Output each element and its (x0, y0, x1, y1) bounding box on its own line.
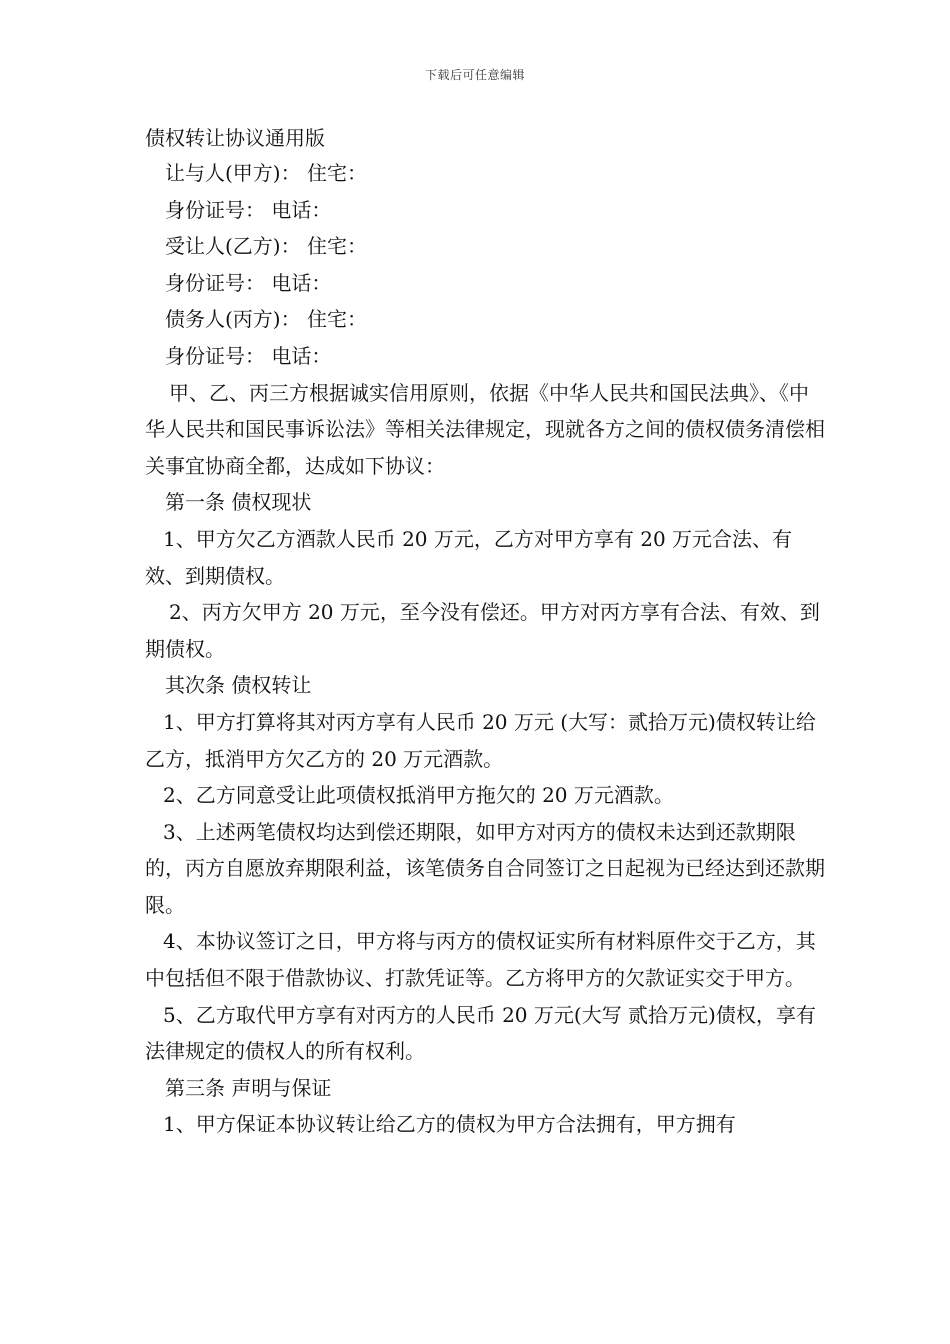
party-line: 身份证号： 电话： (165, 270, 332, 295)
preamble-paragraph: 甲、乙、丙三方根据诚实信用原则，依据《中华人民共和国民法典》、《中华人民共和国民事诉讼法》等相关法律规定，现就各方之间的债权债务清偿相关事宜协商全都，达成如下协议： (145, 380, 825, 478)
article-heading: 其次条 债权转让 (165, 673, 312, 698)
document-body (145, 155, 825, 1143)
article-clause: 2、乙方同意受让此项债权抵消甲方拖欠的 20 万元酒款。 (163, 783, 674, 808)
article-heading: 第三条 声明与保证 (165, 1075, 332, 1100)
party-line: 让与人(甲方)： 住宅： (165, 161, 367, 185)
article-clause: 2、丙方欠甲方 20 万元，至今没有偿还。甲方对丙方享有合法、有效、到期债权。 (145, 600, 820, 661)
article-clause: 4、本协议签订之日，甲方将与丙方的债权证实所有材料原件交于乙方，其中包括但不限于借款协议、打款凭证等。乙方将甲方的欠款证实交于甲方。 (145, 929, 816, 991)
party-line: 债务人(丙方)： 住宅： (165, 307, 367, 332)
party-line: 身份证号： 电话： (165, 197, 332, 222)
article-clause: 1、甲方打算将其对丙方享有人民币 20 万元 (大写：贰拾万元)债权转让给乙方，抵消甲方欠乙方的 20 万元酒款。 (145, 709, 816, 771)
article-clause: 3、上述两笔债权均达到偿还期限，如甲方对丙方的债权未达到还款期限的，丙方自愿放弃期限利益，该笔债务自合同签订之日起视为已经达到还款期限。 (145, 819, 825, 917)
party-line: 身份证号： 电话： (165, 343, 332, 368)
party-line: 受让人(乙方)： 住宅： (165, 234, 367, 259)
document-title: 债权转让协议通用版 (145, 126, 325, 150)
article-clause: 5、乙方取代甲方享有对丙方的人民币 20 万元(大写 贰拾万元)债权，享有法律规定的债权人的所有权利。 (145, 1002, 816, 1064)
article-clause: 1、甲方保证本协议转让给乙方的债权为甲方合法拥有，甲方拥有 (163, 1112, 736, 1137)
article-clause: 1、甲方欠乙方酒款人民币 20 万元，乙方对甲方享有 20 万元合法、有效、到期债权。 (145, 526, 793, 588)
page-header: 下载后可任意编辑 (424, 68, 525, 82)
article-heading: 第一条 债权现状 (165, 490, 312, 515)
